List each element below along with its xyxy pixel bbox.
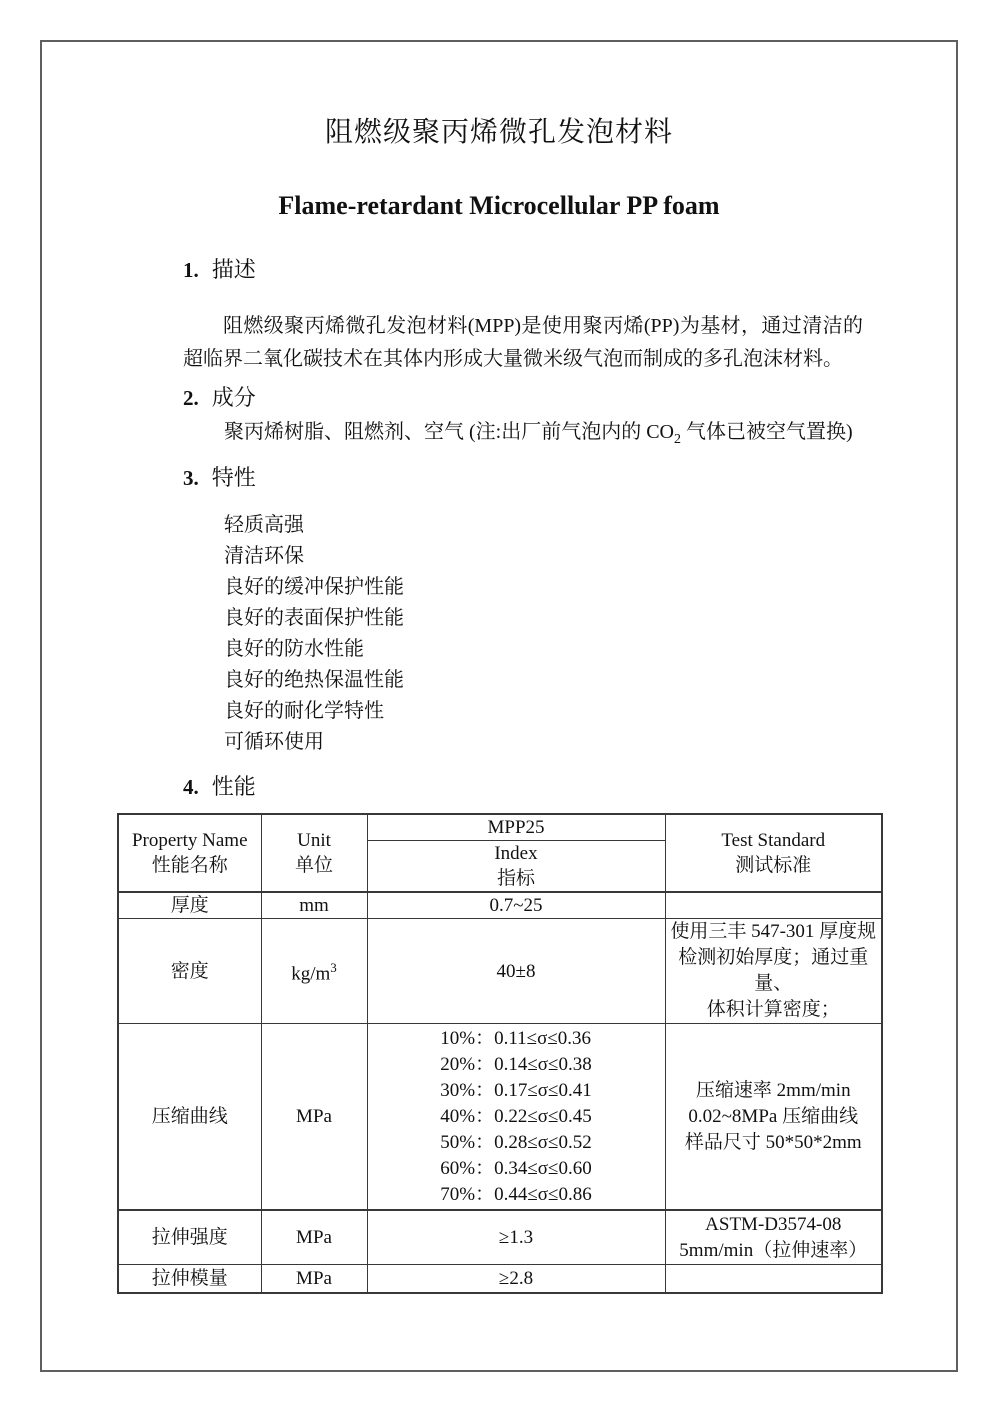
feature-list <box>224 510 956 758</box>
composition-suffix: 气体已被空气置换) <box>681 421 853 443</box>
feature-item: 良好的防水性能 <box>224 638 364 660</box>
section-4-title: 性能 <box>211 774 256 799</box>
thickness-name: 厚度 <box>118 892 261 919</box>
feature-item: 可循环使用 <box>224 731 324 753</box>
compression-standard <box>665 1024 882 1211</box>
tensile-strength-index: ≥1.3 <box>367 1210 665 1265</box>
density-unit-base: kg/m <box>291 963 331 985</box>
co2-subscript: 2 <box>674 432 681 447</box>
compression-index-line: 40%：0.22≤σ≤0.45 <box>440 1105 592 1127</box>
header-index-en: Index <box>494 843 538 864</box>
tensile-modulus-unit: MPa <box>261 1265 367 1294</box>
section-4-heading <box>183 773 956 801</box>
header-standard-cell <box>665 814 882 892</box>
density-standard <box>665 919 882 1024</box>
tensile-strength-standard <box>665 1210 882 1265</box>
document-title-en: Flame-retardant Microcellular PP foam <box>278 191 720 220</box>
compression-standard-line: 样品尺寸 50*50*2mm <box>684 1131 862 1153</box>
feature-item: 良好的绝热保温性能 <box>224 669 404 691</box>
section-3-title: 特性 <box>211 465 256 490</box>
table-row-density <box>118 919 882 1024</box>
section-3-heading <box>183 464 956 492</box>
density-index: 40±8 <box>367 919 665 1024</box>
thickness-index: 0.7~25 <box>367 892 665 919</box>
tensile-modulus-standard <box>665 1265 882 1294</box>
header-property-en: Property Name <box>131 830 248 851</box>
table-header-row-1 <box>118 814 882 841</box>
tensile-strength-name: 拉伸强度 <box>118 1210 261 1265</box>
thickness-standard <box>665 892 882 919</box>
section-1-heading <box>183 256 956 284</box>
tensile-modulus-index: ≥2.8 <box>367 1265 665 1294</box>
page-frame <box>40 40 958 1372</box>
compression-unit: MPa <box>261 1024 367 1211</box>
section-2-number: 2. <box>183 386 199 410</box>
compression-index-line: 10%：0.11≤σ≤0.36 <box>440 1027 592 1049</box>
density-unit <box>261 919 367 1024</box>
compression-standard-line: 0.02~8MPa 压缩曲线 <box>688 1105 859 1127</box>
header-index-cell <box>367 841 665 893</box>
density-standard-line: 体积计算密度； <box>706 999 840 1020</box>
tensile-strength-unit: MPa <box>261 1210 367 1265</box>
section-4-number: 4. <box>183 775 199 799</box>
table-row-thickness <box>118 892 882 919</box>
table-row-tensile-strength <box>118 1210 882 1265</box>
document-title-cn: 阻燃级聚丙烯微孔发泡材料 <box>324 117 673 148</box>
description-paragraph: 阻燃级聚丙烯微孔发泡材料(MPP)是使用聚丙烯(PP)为基材，通过清洁的超临界二氧化碳技术在其体内形成大量微米级气泡而制成的多孔泡沫材料。 <box>183 315 863 370</box>
compression-index-line: 30%：0.17≤σ≤0.41 <box>440 1079 592 1101</box>
header-grade-cell: MPP25 <box>367 814 665 841</box>
section-3-number: 3. <box>183 466 199 490</box>
table-row-tensile-modulus <box>118 1265 882 1294</box>
feature-item: 轻质高强 <box>224 514 304 536</box>
feature-item: 良好的表面保护性能 <box>224 607 404 629</box>
feature-item: 清洁环保 <box>224 545 304 567</box>
compression-index <box>367 1024 665 1211</box>
compression-name: 压缩曲线 <box>118 1024 261 1211</box>
header-unit-cn: 单位 <box>294 855 333 876</box>
composition-prefix: 聚丙烯树脂、阻燃剂、空气 (注:出厂前气泡内的 CO <box>224 421 674 443</box>
feature-item: 良好的缓冲保护性能 <box>224 576 404 598</box>
header-unit-cell <box>261 814 367 892</box>
compression-index-line: 60%：0.34≤σ≤0.60 <box>440 1157 592 1179</box>
density-unit-sup: 3 <box>330 960 337 976</box>
feature-item: 良好的耐化学特性 <box>224 700 384 722</box>
density-name: 密度 <box>118 919 261 1024</box>
tensile-modulus-name: 拉伸模量 <box>118 1265 261 1294</box>
header-unit-en: Unit <box>297 830 331 851</box>
header-standard-en: Test Standard <box>721 830 826 851</box>
density-standard-line: 检测初始厚度；通过重量、 <box>678 947 869 994</box>
tensile-strength-standard-line: ASTM-D3574-08 <box>705 1213 842 1235</box>
properties-table <box>117 813 883 1294</box>
thickness-unit: mm <box>261 892 367 919</box>
section-1-number: 1. <box>183 258 199 282</box>
header-property-cn: 性能名称 <box>151 855 228 876</box>
compression-standard-line: 压缩速率 2mm/min <box>695 1079 851 1101</box>
header-property-cell <box>118 814 261 892</box>
table-row-compression <box>118 1024 882 1211</box>
composition-text <box>224 418 956 454</box>
tensile-strength-standard-line: 5mm/min（拉伸速率） <box>679 1239 868 1261</box>
density-standard-line: 使用三丰 547-301 厚度规 <box>670 921 877 942</box>
compression-index-line: 70%：0.44≤σ≤0.86 <box>440 1183 592 1205</box>
header-index-cn: 指标 <box>496 868 535 889</box>
header-standard-cn: 测试标准 <box>735 855 812 876</box>
compression-index-line: 20%：0.14≤σ≤0.38 <box>440 1053 592 1075</box>
section-2-heading <box>183 384 956 412</box>
section-2-title: 成分 <box>211 385 256 410</box>
section-1-title: 描述 <box>211 257 256 282</box>
compression-index-line: 50%：0.28≤σ≤0.52 <box>440 1131 592 1153</box>
